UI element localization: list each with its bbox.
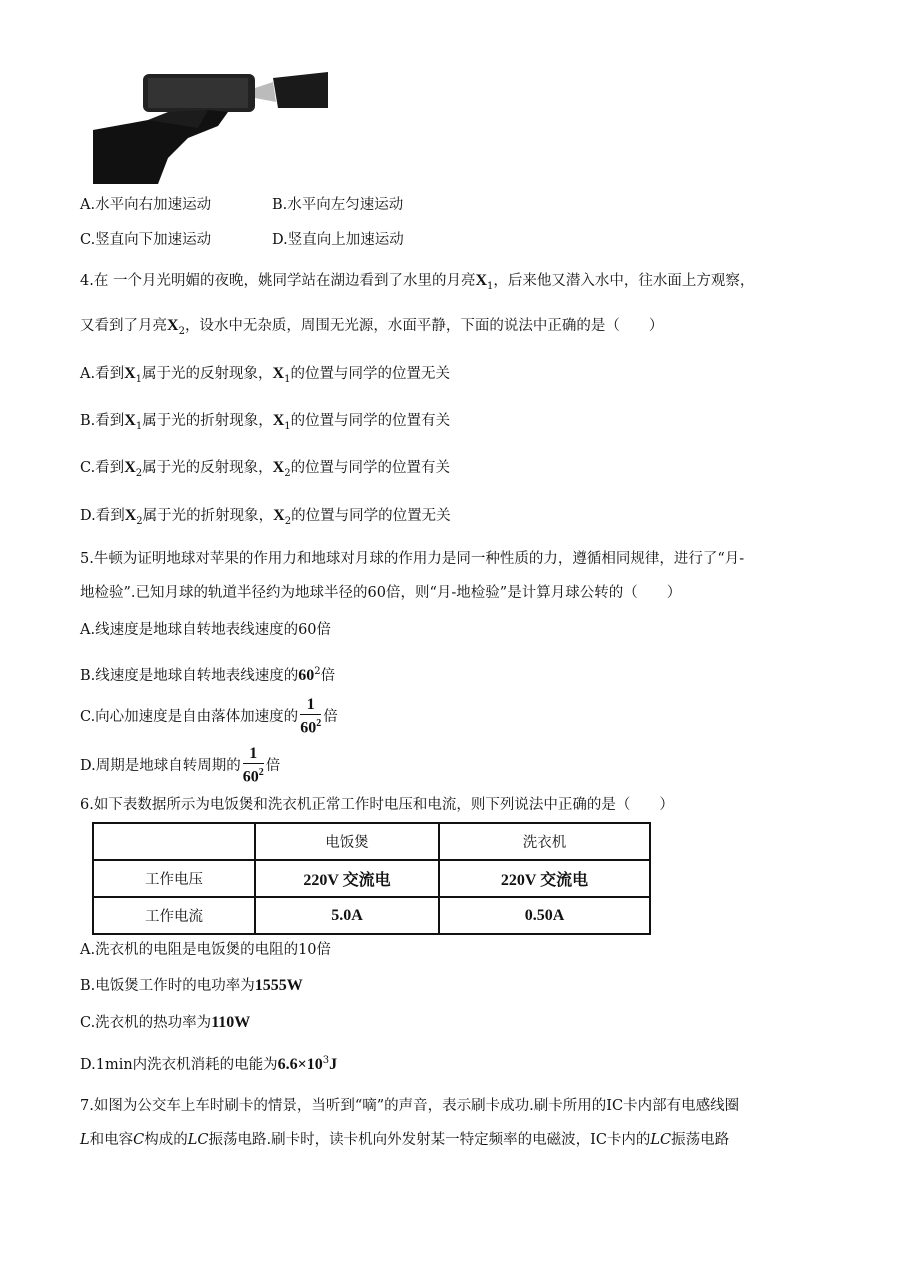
hand-swiping-card-image [88,68,338,188]
q4-option-d: D.看到$X_2$属于光的折射现象，$X_2$的位置与同学的位置无关 [80,507,451,527]
q5-option-c: C.向心加速度是自由落体加速度的 $\frac{1}{60^2}$ 倍 [80,696,338,737]
table-cell: 工作电流 [93,897,255,934]
q6-stem: 6.如下表数据所示为电饭煲和洗衣机正常工作时电压和电流，则下列说法中正确的是（ ） [80,797,674,813]
q3-option-d: D.竖直向上加速运动 [272,232,404,248]
fraction: $\frac{1}{60^2}$ [300,696,322,737]
q5-option-d: D.周期是地球自转周期的 $\frac{1}{60^2}$ 倍 [80,745,281,786]
q6-option-c: C.洗衣机的热功率为110W [80,1014,251,1031]
q4-option-b: B.看到$X_1$属于光的折射现象，$X_1$的位置与同学的位置有关 [80,412,451,432]
q5-stem-line1: 5.牛顿为证明地球对苹果的作用力和地球对月球的作用力是同一种性质的力，遵循相同规律，进行了“月- [80,551,745,567]
table-cell: 5.0A [255,897,439,934]
q7-stem-line1: 7.如图为公交车上车时刷卡的情景，当听到“嘀”的声音，表示刷卡成功.刷卡所用的IC卡内部有电感线圈 [80,1098,740,1114]
table-cell: 工作电压 [93,860,255,897]
table-cell: 0.50A [439,897,650,934]
q3-option-b: B.水平向左匀速运动 [272,197,404,213]
q5-stem-line2: 地检验”.已知月球的轨道半径约为地球半径的60倍，则“月-地检验”是计算月球公转的（ ） [80,585,682,601]
q6-option-a: A.洗衣机的电阻是电饭煲的电阻的10倍 [80,942,332,958]
q4-stem-line1: 4.在 一个月光明媚的夜晚，姚同学站在湖边看到了水里的月亮$X_1$，后来他又潜入水中，往水面上方观察， [80,272,755,292]
table-cell: 220V 交流电 [255,860,439,897]
table-row [93,897,650,934]
data-table [92,822,651,935]
table-header-row [93,823,650,860]
q7-stem-line2: L和电容C构成的LC振荡电路.刷卡时，读卡机向外发射某一特定频率的电磁波，IC卡内的LC振荡电路 [80,1132,730,1148]
table-cell: 220V 交流电 [439,860,650,897]
q6-option-b: B.电饭煲工作时的电功率为1555W [80,977,303,994]
fraction: $\frac{1}{60^2}$ [242,745,264,786]
q4-stem-line2: 又看到了月亮$X_2$，设水中无杂质，周围无光源，水面平静，下面的说法中正确的是（ ） [80,317,664,337]
q3-option-a: A.水平向右加速运动 [80,197,212,213]
q4-option-c: C.看到$X_2$属于光的反射现象，$X_2$的位置与同学的位置有关 [80,459,451,479]
q4-option-a: A.看到$X_1$属于光的反射现象，$X_1$的位置与同学的位置无关 [80,365,450,385]
table-row [93,860,650,897]
table-header-cell: 洗衣机 [439,823,650,860]
q5-option-b: B.线速度是地球自转地表线速度的$60^2$倍 [80,666,336,684]
table-header-cell [93,823,255,860]
table-header-cell: 电饭煲 [255,823,439,860]
q6-option-d: D.1min内洗衣机消耗的电能为$6.6\times 10^3J$ [80,1055,338,1073]
q5-option-a: A.线速度是地球自转地表线速度的60倍 [80,622,332,638]
q3-option-c: C.竖直向下加速运动 [80,232,212,248]
